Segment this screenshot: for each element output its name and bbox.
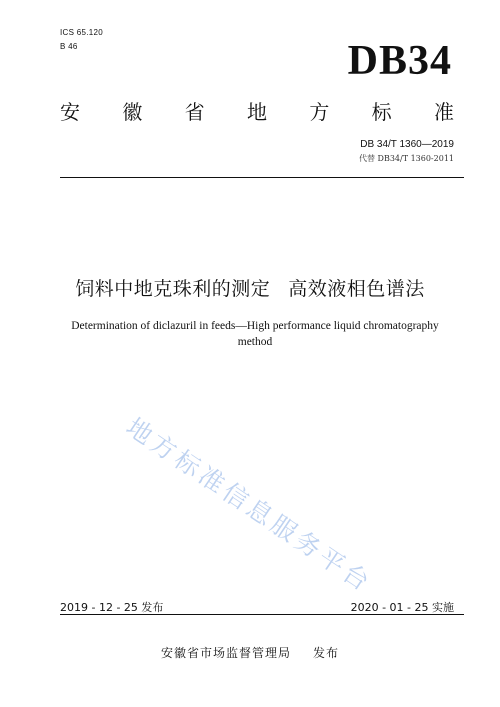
- ccs-code: B 46: [60, 42, 78, 51]
- publish-date: 2019 - 12 - 25 发布: [60, 601, 164, 614]
- issuing-authority: [0, 644, 500, 661]
- top-divider: [60, 177, 464, 178]
- standard-type-char: 地: [246, 100, 267, 124]
- bottom-divider: [60, 614, 464, 615]
- issue-word: 发布: [313, 646, 340, 660]
- standard-number: DB 34/T 1360—2019: [360, 139, 454, 150]
- english-title-line: Determination of diclazuril in feeds—High performance liquid chromatography: [71, 320, 439, 332]
- issuer-name: 安徽省市场监督管理局: [160, 646, 291, 660]
- watermark-text: 地方标准信息服务平台: [120, 412, 378, 599]
- standard-type-char: 省: [184, 100, 205, 124]
- standard-type-char: 安: [60, 100, 80, 124]
- standard-type-heading: [60, 96, 454, 125]
- ics-code: ICS 65.120: [60, 28, 104, 37]
- chinese-title-method: 高效液相色谱法: [288, 278, 425, 300]
- replaces-standard: 代替 DB34/T 1360-2011: [358, 154, 454, 163]
- standard-type-char: 方: [309, 100, 330, 124]
- db34-logo: DB34: [347, 38, 452, 84]
- standard-type-char: 徽: [122, 100, 143, 124]
- english-title: [60, 318, 450, 350]
- english-title-line: method: [237, 336, 273, 348]
- standard-type-char: 准: [433, 100, 454, 124]
- implement-date: 2020 - 01 - 25 实施: [350, 601, 454, 614]
- standard-type-char: 标: [371, 100, 392, 124]
- chinese-title-main: 饲料中地克珠利的测定: [75, 278, 271, 300]
- chinese-title: [0, 274, 500, 301]
